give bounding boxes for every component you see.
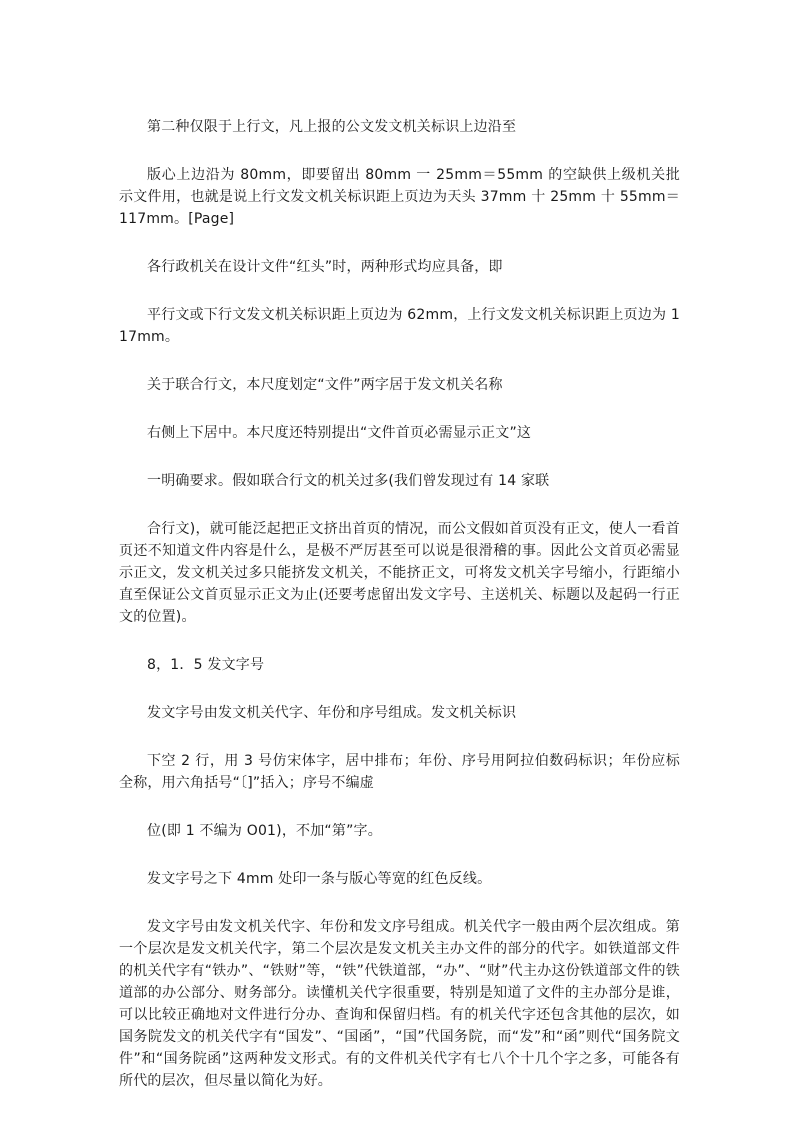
paragraph-7: 一明确要求。假如联合行文的机关过多(我们曾发现过有 14 家联 <box>147 473 550 489</box>
paragraph-3: 各行政机关在设计文件“红头”时，两种形式均应具备，即 <box>147 259 503 275</box>
paragraph-11: 下空 2 行，用 3 号仿宋体字，居中排布；年份、序号用阿拉伯数码标识；年份应标全称，用六角括号“〔]”括入；序号不编虚 <box>119 753 680 791</box>
document-body <box>119 116 680 1118</box>
section-heading: 8，1．5 发文字号 <box>147 657 265 673</box>
paragraph-2: 版心上边沿为 80mm，即要留出 80mm 一 25mm＝55mm 的空缺供上级机关批示文件用，也就是说上行文发文机关标识距上页边为天头 37mm 十 25mm 十 55mm＝117mm。[Page] <box>119 167 680 227</box>
paragraph-8: 合行文)，就可能泛起把正文挤出首页的情况，而公文假如首页没有正文，使人一看首页还不知道文件内容是什么，是极不严厉甚至可以说是很滑稽的事。因此公文首页必需显示正文，发文机关过多只能挤发文机关，不能挤正文，可将发文机关字号缩小，行距缩小直至保证公文首页显示正文为止(还要考虑留出发文字号、主送机关、标题以及起码一行正文的位置)。 <box>119 521 680 625</box>
paragraph-6: 右侧上下居中。本尺度还特别提出“文件首页必需显示正文”这 <box>147 425 532 441</box>
paragraph-4: 平行文或下行文发文机关标识距上页边为 62mm，上行文发文机关标识距上页边为 117mm。 <box>119 307 680 345</box>
paragraph-10: 发文字号由发文机关代字、年份和序号组成。发文机关标识 <box>147 705 517 721</box>
paragraph-1: 第二种仅限于上行文，凡上报的公文发文机关标识上边沿至 <box>147 119 517 135</box>
paragraph-12: 位(即 1 不编为 O01)，不加“第”字。 <box>147 823 382 839</box>
paragraph-13: 发文字号之下 4mm 处印一条与版心等宽的红色反线。 <box>147 871 492 887</box>
paragraph-5: 关于联合行文，本尺度划定“文件”两字居于发文机关名称 <box>147 377 503 393</box>
paragraph-14: 发文字号由发文机关代字、年份和发文序号组成。机关代字一般由两个层次组成。第一个层次是发文机关代字，第二个层次是发文机关主办文件的部分的代字。如铁道部文件的机关代字有“铁办”、“铁财”等，“铁”代铁道部，“办”、“财”代主办这份铁道部文件的铁道部的办公部分、财务部分。读懂机关代字很重要，特别是知道了文件的主办部分是谁，可以比较正确地对文件进行分办、查询和保留归档。有的机关代字还包含其他的层次，如国务院发文的机关代字有“国发”、“国函”，“国”代国务院，而“发”和“函”则代“国务院文件”和“国务院函”这两种发文形式。有的文件机关代字有七八个十几个字之多，可能各有所代的层次，但尽量以简化为好。 <box>119 919 680 1089</box>
